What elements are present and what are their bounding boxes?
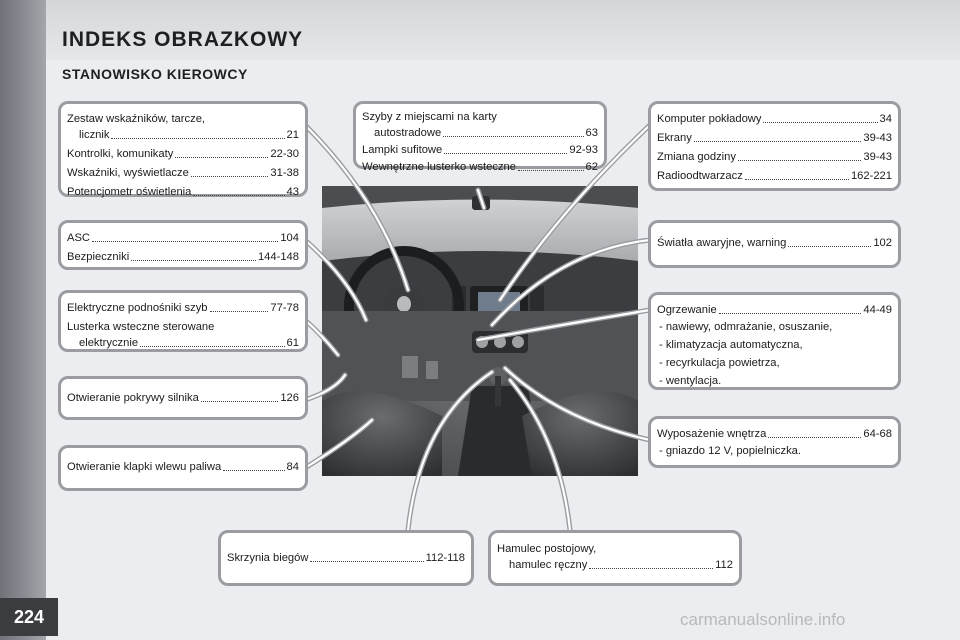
callout-hazard-lights: Światła awaryjne, warning 102 <box>648 220 901 268</box>
callout-roof-items: Szyby z miejscami na karty autostradowe 63 Lampki sufitowe 92-93 Wewnętrzne lusterko wsteczne 62 <box>353 101 607 169</box>
callout-bonnet: Otwieranie pokrywy silnika 126 <box>58 376 308 420</box>
page-title: INDEKS OBRAZKOWY <box>62 28 304 51</box>
callout-handbrake: Hamulec postojowy, hamulec ręczny 112 <box>488 530 742 586</box>
page-number: 224 <box>0 598 58 636</box>
callout-fuel-flap: Otwieranie klapki wlewu paliwa 84 <box>58 445 308 491</box>
callout-instruments: Zestaw wskaźników, tarcze, licznik 21 Kontrolki, komunikaty 22-30 Wskaźniki, wyświetlacze 31-38 Potencjometr oświetlenia 43 <box>58 101 308 197</box>
callout-gearbox: Skrzynia biegów 112-118 <box>218 530 474 586</box>
callout-interior-equipment: Wyposażenie wnętrza 64-68 - gniazdo 12 V, popielniczka. <box>648 416 901 468</box>
watermark-text: carmanualsonline.info <box>680 610 846 629</box>
callout-computer: Komputer pokładowy 34 Ekrany 39-43 Zmiana godziny 39-43 Radioodtwarzacz 162-221 <box>648 101 901 191</box>
section-subtitle: STANOWISKO KIEROWCY <box>62 66 248 82</box>
callout-windows-mirrors: Elektryczne podnośniki szyb 77-78 Lusterka wsteczne sterowane elektrycznie 61 <box>58 290 308 352</box>
callout-asc-fuses: ASC 104 Bezpieczniki 144-148 <box>58 220 308 270</box>
callout-heating: Ogrzewanie 44-49 - nawiewy, odmrażanie, osuszanie, - klimatyzacja automatyczna, - recyrkulacja powietrza, - wentylacja. <box>648 292 901 390</box>
